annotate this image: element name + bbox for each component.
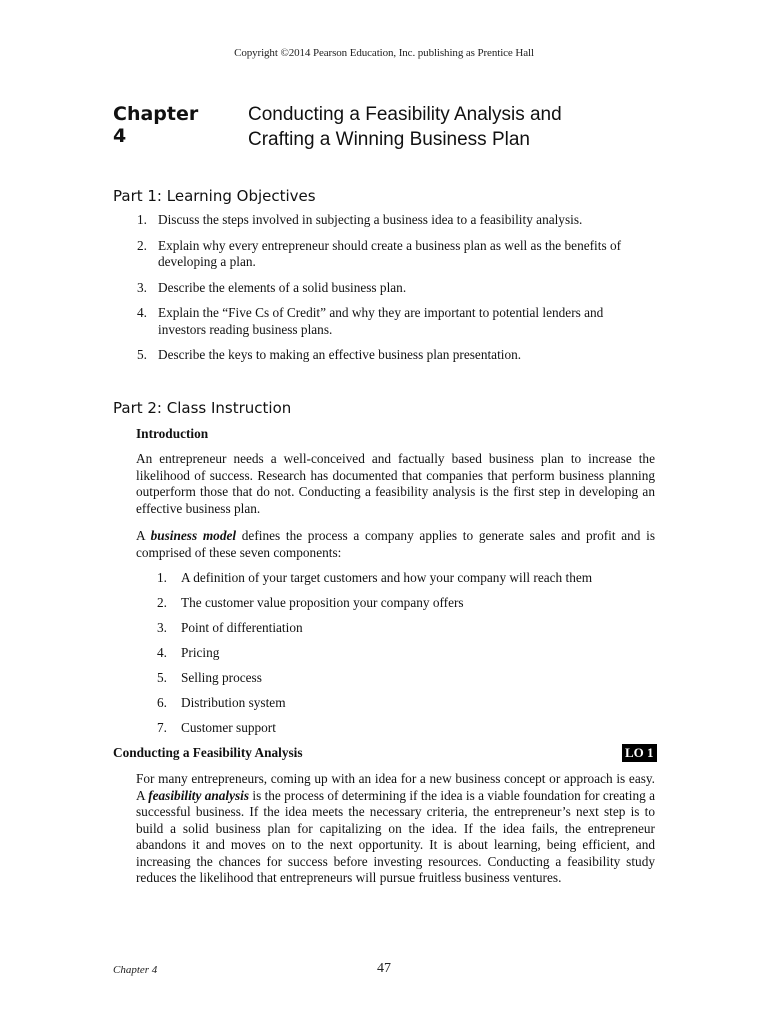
list-item-text: Describe the keys to making an effective business plan presentation. <box>158 347 522 362</box>
chapter-heading <box>248 102 668 152</box>
list-item-text: Explain the “Five Cs of Credit” and why they are important to potential lenders and investors reading business plans. <box>158 305 604 337</box>
feasibility-prefix: For many entrepreneurs, coming up with an idea for a new business concept or approach is easy. A <box>136 771 655 803</box>
list-item-number: 7. <box>157 720 167 735</box>
list-item-number: 4. <box>157 645 167 660</box>
feasibility-suffix: is the process of determining if the idea is a viable foundation for creating a successful business. If the idea meets the necessary criteria, the entrepreneur’s next step is to build a solid business plan for capitalizing on the idea. If the idea fails, the entrepreneur abandons it and moves on to the next opportunity. It is about learning, being efficient, and increasing the chances for success before investing resources. Conducting a feasibility study reduces the likelihood that entrepreneurs will pursue fruitless business ventures. <box>136 787 655 885</box>
list-item-text: Point of differentiation <box>181 620 303 635</box>
list-item-text: The customer value proposition your company offers <box>181 595 464 610</box>
business-model-term: business model <box>150 528 237 543</box>
list-item <box>136 695 656 720</box>
list-item <box>113 280 643 297</box>
list-item-number: 6. <box>157 695 167 710</box>
list-item-number: 1. <box>137 212 147 227</box>
page-number: 47 <box>377 961 391 976</box>
list-item-text: Explain why every entrepreneur should create a business plan as well as the benefits of developing a plan. <box>158 237 622 269</box>
list-item <box>113 305 643 338</box>
list-item-number: 3. <box>157 620 167 635</box>
list-item-text: Describe the elements of a solid business plan. <box>158 279 407 295</box>
list-item-text: Selling process <box>181 670 262 685</box>
list-item-text: Customer support <box>181 720 276 735</box>
list-item <box>136 595 656 620</box>
list-item-number: 1. <box>157 570 167 585</box>
list-item <box>136 720 656 745</box>
feasibility-paragraph <box>136 771 655 887</box>
feasibility-heading: Conducting a Feasibility Analysis <box>113 745 303 760</box>
list-item <box>113 238 643 271</box>
list-item <box>136 645 656 670</box>
list-item-text: Distribution system <box>181 695 286 710</box>
list-item-number: 5. <box>157 670 167 685</box>
introduction-paragraph: An entrepreneur needs a well-conceived and factually based business plan to increase the likelihood of success. Research has documented that companies that perform business planning outperform those that do not. Conducting a feasibility analysis is the first step in developing an effective business plan. <box>136 451 655 516</box>
part1-heading: Part 1: Learning Objectives <box>113 187 316 205</box>
list-item-text: A definition of your target customers and how your company will reach them <box>181 570 593 585</box>
list-item <box>136 620 656 645</box>
list-item-number: 4. <box>137 305 147 320</box>
list-item <box>136 670 656 695</box>
list-item-text: Pricing <box>181 645 220 660</box>
introduction-heading: Introduction <box>136 426 209 441</box>
business-model-paragraph <box>136 528 655 561</box>
list-item-number: 2. <box>157 595 167 610</box>
list-item-number: 3. <box>137 279 147 295</box>
business-model-prefix: A <box>136 528 151 543</box>
chapter-title-line2: Crafting a Winning Business Plan <box>248 129 530 150</box>
copyright-notice: Copyright ©2014 Pearson Education, Inc. publishing as Prentice Hall <box>234 47 534 59</box>
list-item-text: Discuss the steps involved in subjecting a business idea to a feasibility analysis. <box>158 212 583 227</box>
list-item <box>113 347 643 364</box>
list-item <box>113 212 643 229</box>
learning-objective-badge: LO 1 <box>622 744 657 762</box>
list-item-number: 5. <box>137 347 147 362</box>
footer-chapter-label: Chapter 4 <box>113 964 158 976</box>
part2-heading: Part 2: Class Instruction <box>113 399 292 417</box>
list-item-number: 2. <box>137 237 147 253</box>
list-item <box>136 570 656 595</box>
chapter-label: Chapter 4 <box>113 103 199 147</box>
feasibility-term: feasibility analysis <box>148 787 250 803</box>
business-model-components-list <box>136 570 656 745</box>
learning-objectives-list <box>113 212 643 373</box>
chapter-title-line1: Conducting a Feasibility Analysis and <box>248 104 562 125</box>
business-model-suffix: defines the process a company applies to generate sales and profit and is comprised of these seven components: <box>136 528 655 560</box>
